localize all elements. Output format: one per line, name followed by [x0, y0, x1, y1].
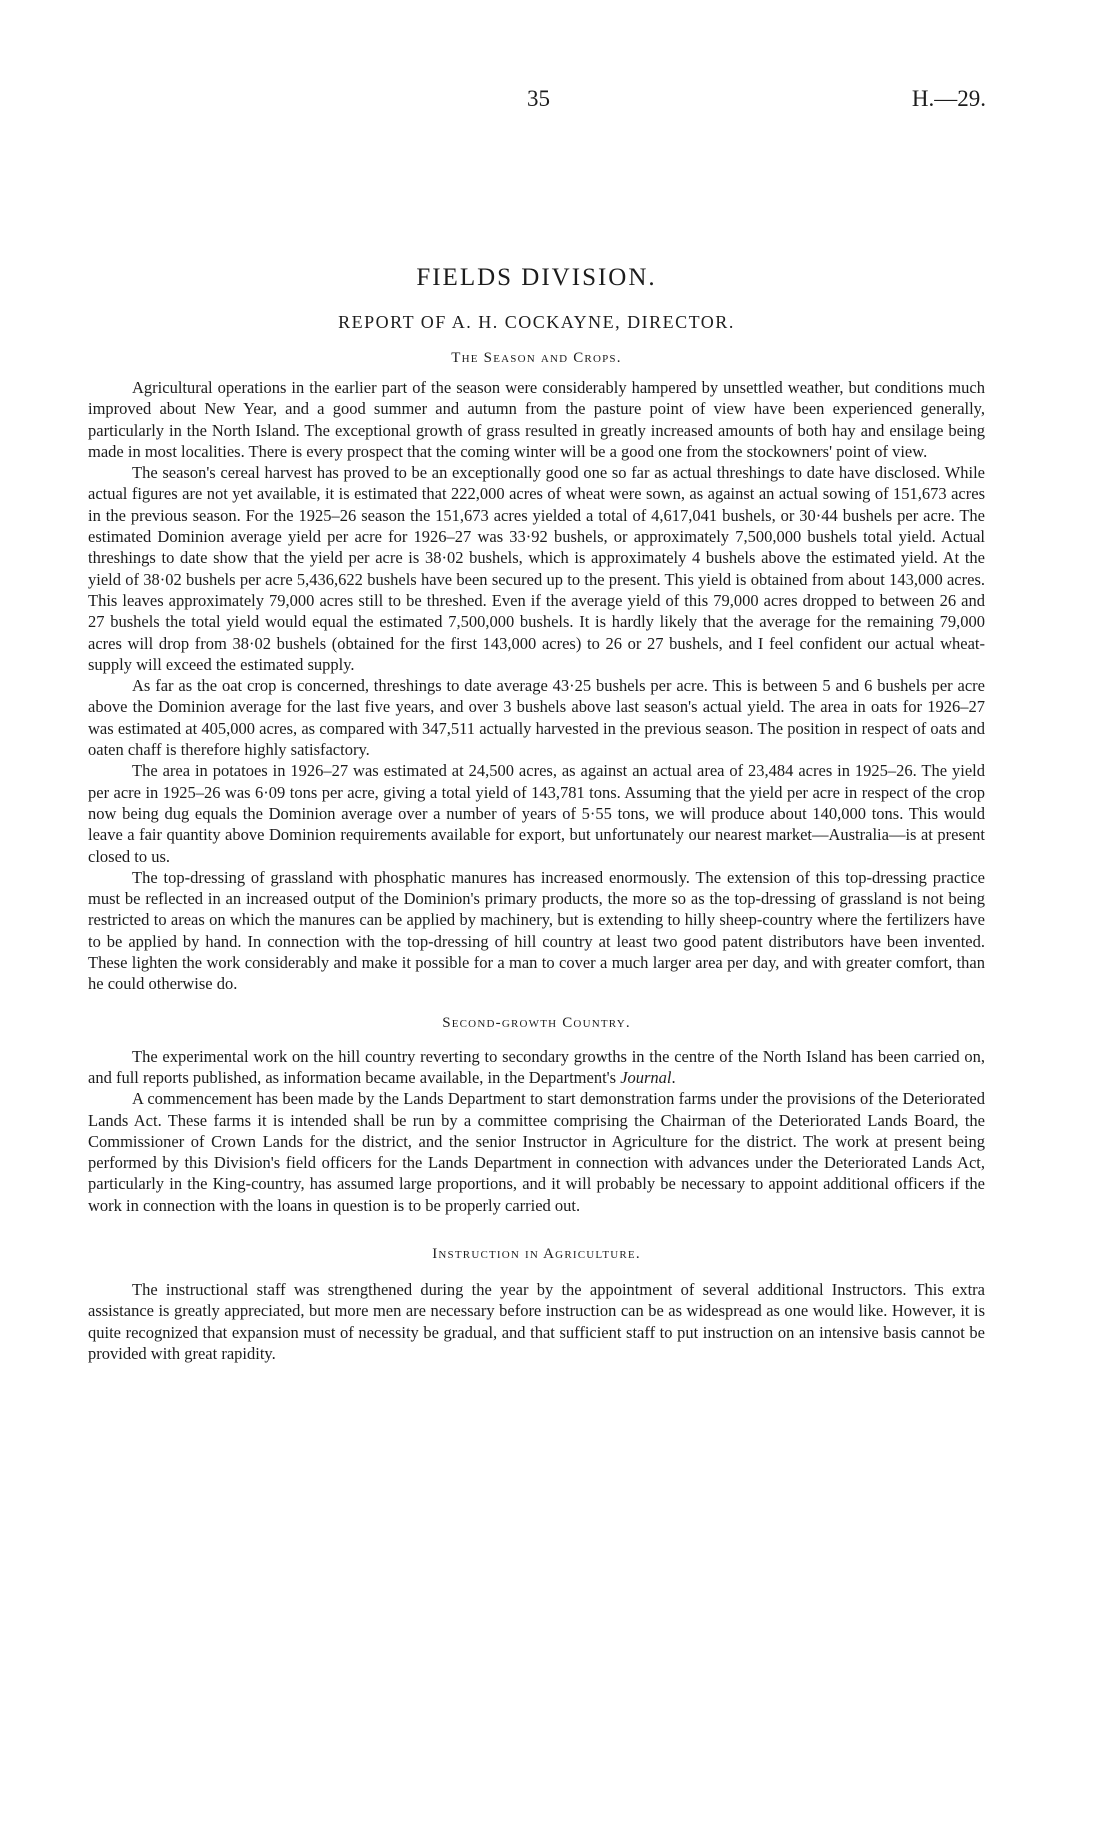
section-second-growth-country: [88, 1015, 985, 1216]
section-heading: Instruction in Agriculture.: [432, 1245, 641, 1262]
paragraph: As far as the oat crop is concerned, threshings to date average 43·25 bushels per acre. This is between 5 and 6 bushels per acre above the Dominion average for the last five years, and over 3 bushels above last season's actual yield. The area in oats for 1926–27 was estimated at 405,000 acres, as compared with 347,511 actually harvested in the previous season. The position in respect of oats and oaten chaff is therefore highly satisfactory.: [88, 676, 985, 760]
paragraph-end: .: [671, 1067, 676, 1087]
page-header: [0, 86, 1114, 116]
document-reference: H.—29.: [911, 86, 986, 111]
page-number: 35: [527, 86, 550, 111]
section-season-and-crops: [88, 350, 985, 995]
paragraph: The area in potatoes in 1926–27 was estimated at 24,500 acres, as against an actual area of 23,484 acres in 1925–26. The yield per acre in 1925–26 was 6·09 tons per acre, giving a total yield of 143,781 tons. Assuming that the yield per acre in respect of the crop now being dug equals the Dominion average over a number of years of 5·55 tons, we will produce about 140,000 tons. This would leave a fair quantity above Dominion requirements available for export, but unfortunately our nearest market—Australia—is at present closed to us.: [88, 761, 985, 866]
journal-title: Journal: [620, 1067, 672, 1087]
paragraph: The top-dressing of grassland with phosphatic manures has increased enormously. The extension of this top-dressing practice must be reflected in an increased output of the Dominion's primary products, the more so as the top-dressing of grassland is not being restricted to areas on which the manures can be applied by machinery, but is extending to hilly sheep-country where the fertilizers have to be applied by hand. In connection with the top-dressing of hill country at least two good patent distributors have been invented. These lighten the work considerably and make it possible for a man to cover a much larger area per day, and with greater comfort, than he could otherwise do.: [88, 867, 985, 994]
section-instruction-in-agriculture: [88, 1246, 985, 1364]
division-title: FIELDS DIVISION.: [416, 264, 657, 291]
paragraph: Agricultural operations in the earlier part of the season were considerably hampered by unsettled weather, but conditions much improved about New Year, and a good summer and autumn from the pasture point of view have been experienced generally, particularly in the North Island. The exceptional growth of grass resulted in greatly increased amounts of both hay and ensilage being made in most localities. There is every prospect that the coming winter will be a good one from the stockowners' point of view.: [88, 378, 985, 461]
report-title: REPORT OF A. H. COCKAYNE, DIRECTOR.: [338, 312, 735, 332]
paragraph: The season's cereal harvest has proved to be an exceptionally good one so far as actual threshings to date have disclosed. While actual figures are not yet available, it is estimated that 222,000 acres of wheat were sown, as against an actual sowing of 151,673 acres in the previous season. For the 1925–26 season the 151,673 acres yielded a total of 4,617,041 bushels, or 30·44 bushels per acre. The estimated Dominion average yield per acre for 1926–27 was 33·92 bushels, or approximately 7,500,000 bushels total yield. Actual threshings to date show that the yield per acre is 38·02 bushels, which is approximately 4 bushels above the estimated yield. At the yield of 38·02 bushels per acre 5,436,622 bushels have been secured up to the present. This yield is obtained from about 143,000 acres. This leaves approximately 79,000 acres still to be threshed. Even if the average yield of this 79,000 acres dropped to between 26 and 27 bushels the total yield would equal the estimated 7,500,000 bushels. It is hardly likely that the average for the remaining 79,000 acres will drop from 38·02 bushels (obtained for the first 143,000 acres) to 26 or 27 bushels, and I feel confident our actual wheat-supply will exceed the estimated supply.: [88, 463, 985, 674]
paragraph: [88, 1046, 985, 1089]
paragraph: A commencement has been made by the Lands Department to start demonstration farms under the provisions of the Deteriorated Lands Act. These farms it is intended shall be run by a committee comprising the Chairman of the Deteriorated Lands Board, the Commissioner of Crown Lands for the district, and the senior Instructor in Agriculture for the district. The work at present being performed by this Division's field officers for the Lands Department in connection with advances under the Deteriorated Lands Act, particularly in the King-country, has assumed large proportions, and it will probably be necessary to appoint additional officers if the work in connection with the loans in question is to be properly carried out.: [88, 1089, 985, 1215]
section-heading: The Season and Crops.: [451, 350, 622, 366]
paragraph: The instructional staff was strengthened during the year by the appointment of several additional Instructors. This extra assistance is greatly appreciated, but more men are necessary before instruction can be as widespread as one would like. However, it is quite recognized that expansion must of necessity be gradual, and that sufficient staff to put instruction on an intensive basis cannot be provided with great rapidity.: [88, 1279, 985, 1363]
paragraph-text: The experimental work on the hill country reverting to secondary growths in the centre of the North Island has been carried on, and full reports published, as information became available, in the Department's: [88, 1046, 985, 1087]
section-heading: Second-growth Country.: [442, 1014, 631, 1031]
document-body: [88, 264, 985, 1364]
